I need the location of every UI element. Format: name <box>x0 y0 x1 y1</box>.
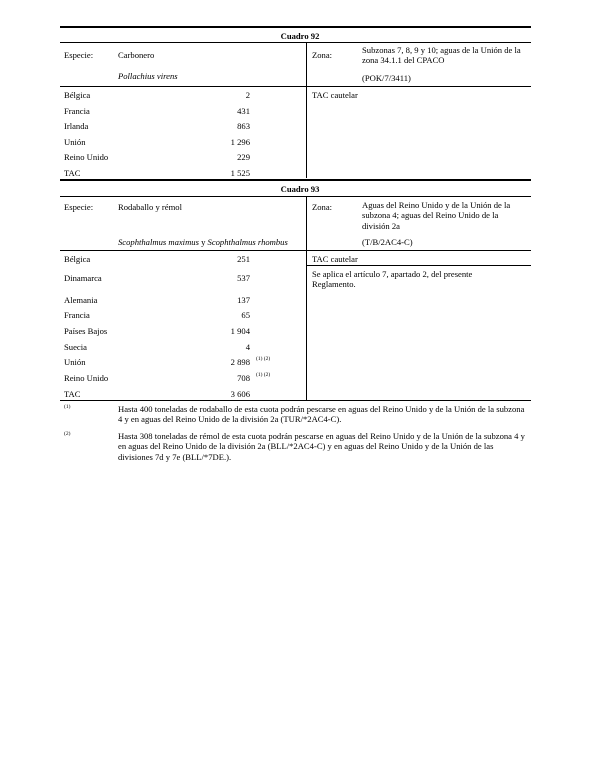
rule-note-93 <box>306 265 531 266</box>
footnote-ref-93-7: (1) (2) <box>256 372 271 378</box>
country-93-4: Países Bajos <box>64 326 108 336</box>
value-93-8: 3 606 <box>230 389 250 399</box>
rule-body-92 <box>60 86 531 87</box>
footnote-mark-1: (1) <box>64 404 71 410</box>
species-label-93: Especie: <box>64 202 94 212</box>
country-92-3: Unión <box>64 137 86 147</box>
rule-header-92 <box>60 42 531 43</box>
species-common-93: Rodaballo y rémol <box>118 202 182 212</box>
value-92-1: 431 <box>237 106 250 116</box>
rule-top-92 <box>60 26 531 28</box>
zone-code-93: (T/B/2AC4-C) <box>362 237 413 247</box>
country-92-5: TAC <box>64 168 81 178</box>
value-93-3: 65 <box>241 310 250 320</box>
value-93-7: 708 <box>237 373 250 383</box>
value-93-2: 137 <box>237 295 250 305</box>
species-scientific-93-join: y <box>198 237 208 247</box>
value-93-5: 4 <box>245 342 250 352</box>
value-93-1: 537 <box>237 273 250 283</box>
rule-header-93 <box>60 196 531 197</box>
zone-code-92: (POK/7/3411) <box>362 73 411 83</box>
value-93-0: 251 <box>237 254 250 264</box>
rule-body-93 <box>60 250 531 251</box>
country-92-4: Reino Unido <box>64 152 109 162</box>
zone-text-93: Aguas del Reino Unido y de la Unión de la subzona 4; aguas del Reino Unido de la división 2a <box>362 200 511 231</box>
country-93-3: Francia <box>64 310 90 320</box>
value-93-4: 1 904 <box>230 326 250 336</box>
country-93-2: Alemania <box>64 295 98 305</box>
divider-93-body <box>306 250 307 400</box>
article-note-93: Se aplica el artículo 7, apartado 2, del presente Reglamento. <box>312 269 473 290</box>
zone-label-92: Zona: <box>312 50 333 60</box>
footnote-text-1: Hasta 400 toneladas de rodaballo de esta cuota podrán pescarse en aguas del Reino Unido y de la Unión de la subzona 4 y en aguas del Reino Unido de la división 2a (TUR/*2AC4-C). <box>118 404 525 425</box>
value-92-3: 1 296 <box>230 137 250 147</box>
country-93-8: TAC <box>64 389 81 399</box>
footnote-ref-93-6: (1) (2) <box>256 356 271 362</box>
species-scientific-92: Pollachius virens <box>118 71 178 81</box>
country-92-0: Bélgica <box>64 90 91 100</box>
table-93-title: Cuadro 93 <box>280 184 320 194</box>
country-93-5: Suecia <box>64 342 87 352</box>
country-93-7: Reino Unido <box>64 373 109 383</box>
tac-note-93: TAC cautelar <box>312 254 358 264</box>
divider-92-head <box>306 42 307 86</box>
rule-footnotes-93 <box>60 400 531 401</box>
species-scientific-93-a: Scophthalmus maximus <box>118 237 199 247</box>
value-93-6: 2 898 <box>230 357 250 367</box>
divider-93-head <box>306 196 307 250</box>
zone-label-93: Zona: <box>312 202 333 212</box>
value-92-0: 2 <box>245 90 250 100</box>
value-92-5: 1 525 <box>230 168 250 178</box>
rule-top-93 <box>60 179 531 181</box>
tac-note-92: TAC cautelar <box>312 90 358 100</box>
species-label-92: Especie: <box>64 50 94 60</box>
table-92-title: Cuadro 92 <box>280 31 320 41</box>
country-93-1: Dinamarca <box>64 273 102 283</box>
value-92-2: 863 <box>237 121 250 131</box>
footnote-mark-2: (2) <box>64 431 71 437</box>
species-common-92: Carbonero <box>118 50 155 60</box>
country-93-6: Unión <box>64 357 86 367</box>
footnote-text-2: Hasta 308 toneladas de rémol de esta cuota podrán pescarse en aguas del Reino Unido y de la Unión de la subzona 4 y en aguas del Reino Unido de la división 2a (BLL/*2AC4-C) y en aguas del Reino Unido y de la Unión de las divisiones 7d y 7e (BLL/*7DE.). <box>118 431 525 462</box>
species-scientific-93 <box>118 237 288 247</box>
zone-text-92: Subzonas 7, 8, 9 y 10; aguas de la Unión de la zona 34.1.1 del CPACO <box>362 45 521 66</box>
divider-92-body <box>306 86 307 178</box>
country-93-0: Bélgica <box>64 254 91 264</box>
country-92-1: Francia <box>64 106 90 116</box>
value-92-4: 229 <box>237 152 250 162</box>
species-scientific-93-b: Scophthalmus rhombus <box>207 237 288 247</box>
country-92-2: Irlanda <box>64 121 89 131</box>
